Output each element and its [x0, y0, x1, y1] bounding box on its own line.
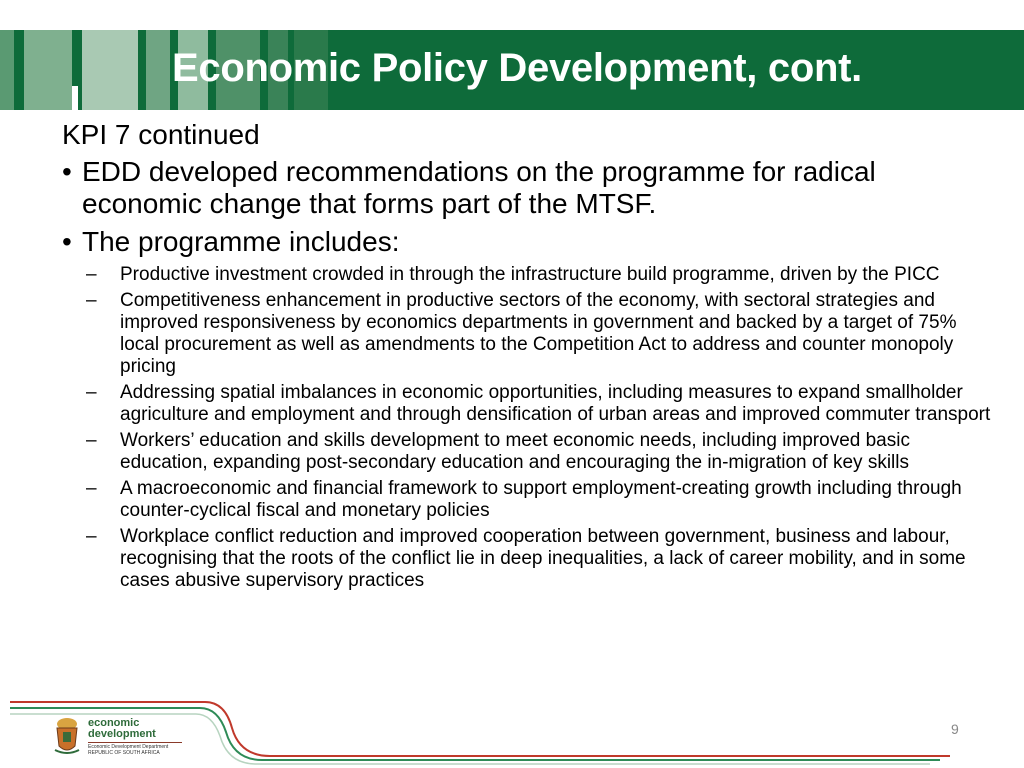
sub-bullet-item — [62, 478, 992, 522]
sub-bullet-item — [62, 526, 992, 592]
sub-bullet-marker: – — [86, 526, 97, 547]
sub-bullet-text: Productive investment crowded in through the infrastructure build programme, driven by the PICC — [120, 264, 940, 285]
page-number: 9 — [951, 721, 959, 737]
slide-content — [62, 118, 992, 596]
sub-bullet-item — [62, 264, 992, 286]
bullet-item — [62, 226, 992, 258]
page-title: Economic Policy Development, cont. — [172, 46, 862, 90]
bullet-item — [62, 156, 992, 220]
bullet-text: EDD developed recommendations on the programme for radical economic change that forms part of the MTSF. — [82, 156, 876, 219]
sub-bullet-list — [62, 264, 992, 592]
slide-subtitle: KPI 7 continued — [62, 119, 260, 150]
sub-bullet-text: Addressing spatial imbalances in economic opportunities, including measures to expand smallholder agriculture and employment and through densification of urban areas and improved commuter transport — [120, 382, 991, 425]
bullet-text: The programme includes: — [82, 226, 400, 257]
title-banner — [0, 30, 1024, 110]
edd-logo — [52, 716, 182, 760]
sub-bullet-marker: – — [86, 264, 97, 285]
sub-bullet-text: Competitiveness enhancement in productive sectors of the economy, with sectoral strategies and improved responsiveness by economics departments in government and backed by a target of 75% local procurement as well as amendments to the Competition Act to address and counter monopoly pricing — [120, 290, 957, 377]
sub-bullet-marker: – — [86, 430, 97, 451]
sub-bullet-marker: – — [86, 382, 97, 403]
bullet-marker: • — [62, 156, 72, 187]
sub-bullet-marker: – — [86, 290, 97, 311]
sub-bullet-text: A macroeconomic and financial framework to support employment-creating growth including through counter-cyclical fiscal and monetary policies — [120, 478, 962, 521]
bullet-marker: • — [62, 226, 72, 257]
logo-subtext: Economic Development Department REPUBLIC OF SOUTH AFRICA — [88, 742, 182, 756]
logo-wordmark: economic development — [88, 717, 156, 740]
sub-bullet-marker: – — [86, 478, 97, 499]
coat-of-arms-icon — [52, 716, 82, 756]
sub-bullet-text: Workplace conflict reduction and improved cooperation between government, business and labour, recognising that the roots of the conflict lie in deep inequalities, a lack of career mobility, and in some cases abusive supervisory practices — [120, 526, 966, 591]
sub-bullet-item — [62, 290, 992, 378]
sub-bullet-text: Workers’ education and skills development to meet economic needs, including improved basic education, expanding post-secondary education and encouraging the in-migration of key skills — [120, 430, 910, 473]
sub-bullet-item — [62, 382, 992, 426]
sub-bullet-item — [62, 430, 992, 474]
